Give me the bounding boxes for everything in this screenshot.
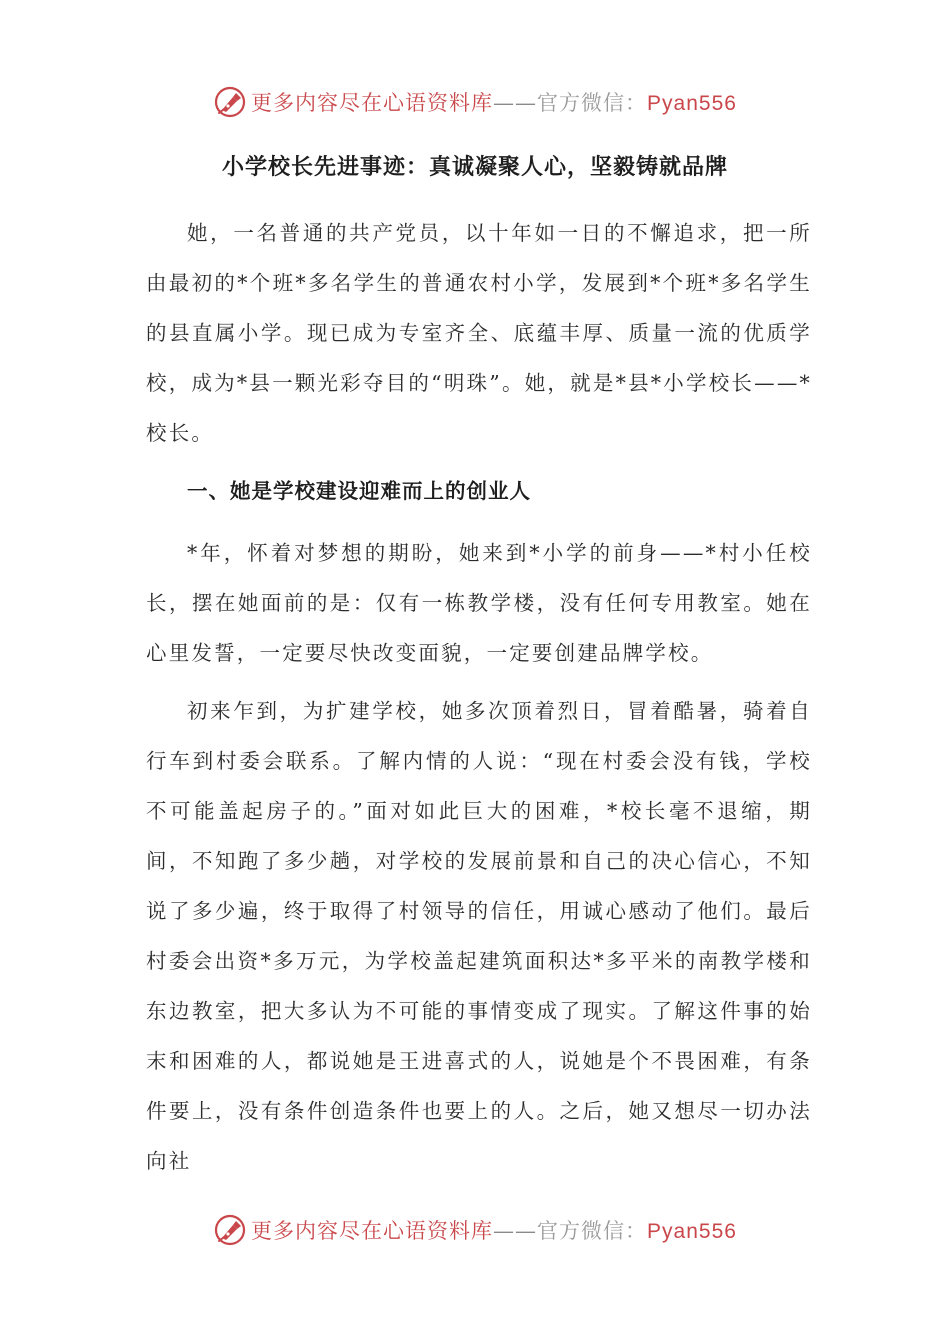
watermark-site-text: 更多内容尽在心语资料库 <box>251 1219 494 1243</box>
paragraph-intro: 她，一名普通的共产党员，以十年如一日的不懈追求，把一所由最初的*个班*多名学生的普通农村小学，发展到*个班*多名学生的县直属小学。现已成为专室齐全、底蕴丰厚、质量一流的优质学校，成为*县一颗光彩夺目的“明珠”。她，就是*县*小学校长——*校长。 <box>146 221 812 445</box>
watermark-banner-top <box>0 82 950 122</box>
watermark-banner-bottom <box>0 1210 950 1250</box>
paragraph-expansion: 初来乍到，为扩建学校，她多次顶着烈日，冒着酷暑，骑着自行车到村委会联系。了解内情的人说：“现在村委会没有钱，学校不可能盖起房子的。”面对如此巨大的困难，*校长毫不退缩，期间，不知跑了多少趟，对学校的发展前景和自己的决心信心，不知说了多少遍，终于取得了村领导的信任，用诚心感动了他们。最后村委会出资*多万元，为学校盖起建筑面积达*多平米的南教学楼和东边教室，把大多认为不可能的事情变成了现实。了解这件事的始末和困难的人，都说她是王进喜式的人，说她是个不畏困难，有条件要上，没有条件创造条件也要上的人。之后，她又想尽一切办法向社 <box>146 699 812 1173</box>
watermark-wechat-label: 官方微信： <box>537 91 648 115</box>
watermark-wechat-id: Pyan556 <box>647 1220 737 1243</box>
watermark-text <box>251 87 737 117</box>
watermark-separator: —— <box>493 1219 538 1243</box>
pen-nib-logo-icon <box>213 1213 247 1247</box>
watermark-separator: —— <box>493 91 538 115</box>
section-heading-1: 一、她是学校建设迎难而上的创业人 <box>187 479 531 503</box>
document-title: 小学校长先进事迹：真诚凝聚人心，坚毅铸就品牌 <box>221 154 728 180</box>
pen-nib-logo-icon <box>213 85 247 119</box>
watermark-wechat-label: 官方微信： <box>537 1219 648 1243</box>
watermark-text <box>251 1215 737 1245</box>
watermark-wechat-id: Pyan556 <box>647 92 737 115</box>
document-body <box>146 208 812 1186</box>
paragraph-arrival: *年，怀着对梦想的期盼，她来到*小学的前身——*村小任校长，摆在她面前的是：仅有一栋教学楼，没有任何专用教室。她在心里发誓，一定要尽快改变面貌，一定要创建品牌学校。 <box>146 541 812 665</box>
watermark-site-text: 更多内容尽在心语资料库 <box>251 91 494 115</box>
